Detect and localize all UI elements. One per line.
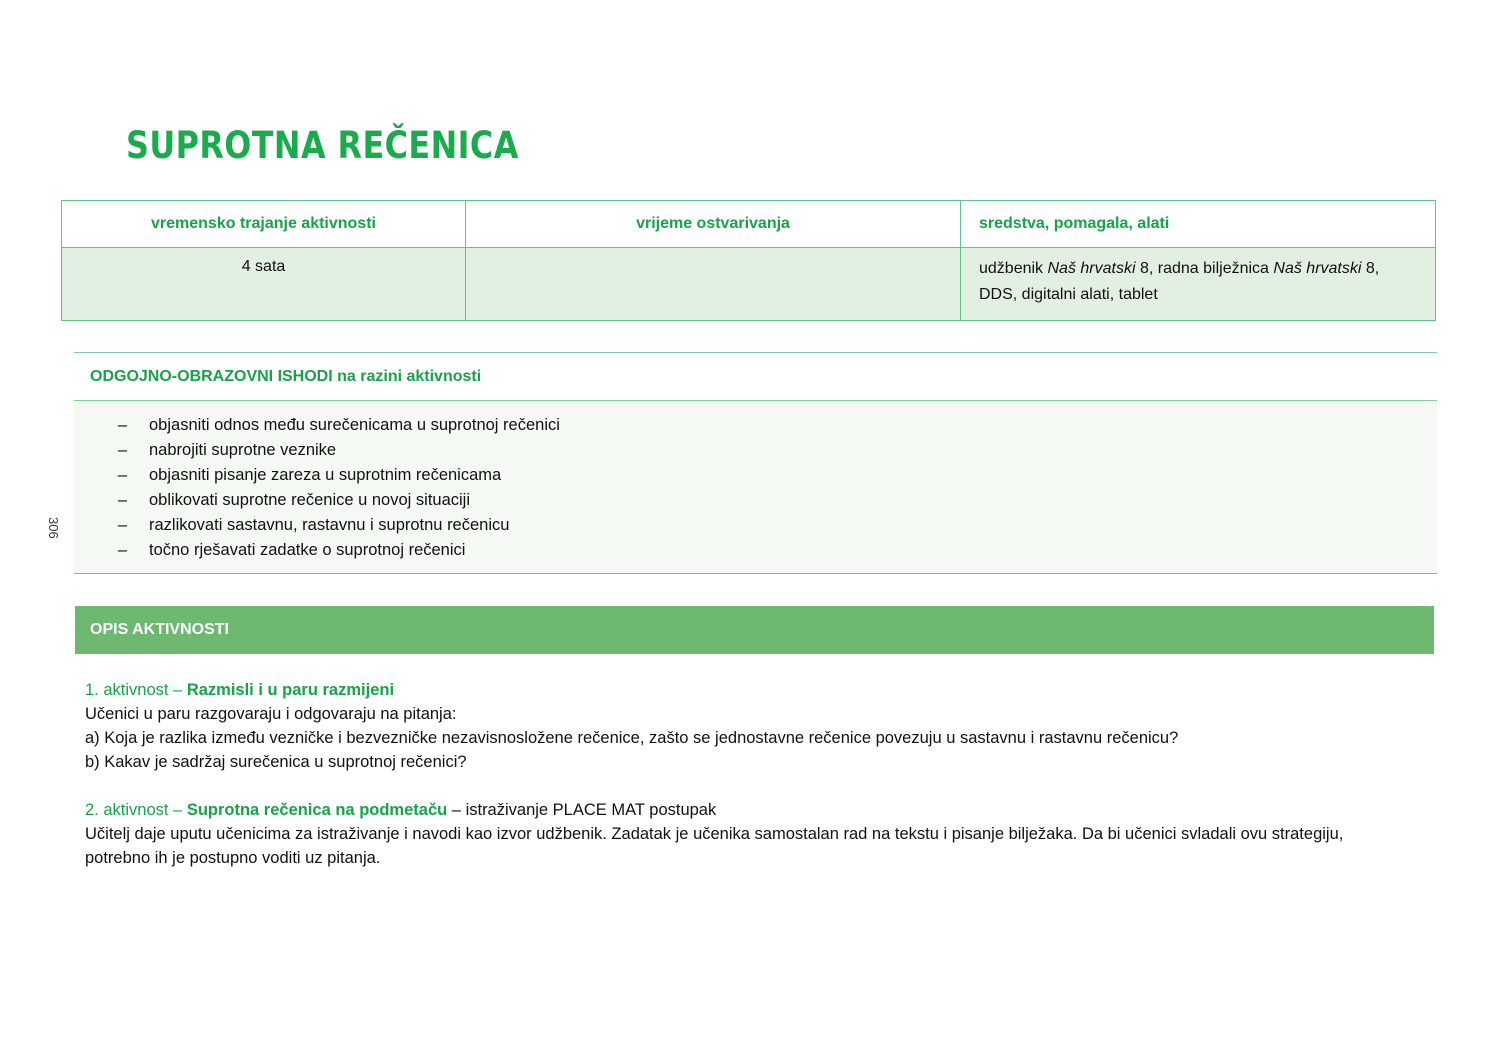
header-resources: sredstva, pomagala, alati [961, 201, 1436, 248]
cell-resources [961, 248, 1436, 321]
outcome-text: oblikovati suprotne rečenice u novoj situaciji [149, 491, 471, 509]
activity-1-name: Razmisli i u paru razmijeni [186, 681, 395, 699]
activity-1-line: b) Kakav je sadržaj surečenica u suprotnoj rečenici? [85, 753, 467, 771]
outcomes-list [74, 401, 1437, 574]
page-title: SUPROTNA REČENICA [126, 124, 519, 167]
cell-duration: 4 sata [62, 248, 466, 321]
header-duration: vremensko trajanje aktivnosti [62, 201, 466, 248]
header-time: vrijeme ostvarivanja [466, 201, 961, 248]
book-title-1: Naš hrvatski [1047, 260, 1136, 277]
activity-2-label: 2. aktivnost – [85, 801, 187, 819]
activity-2-name: Suprotna rečenica na podmetaču [186, 801, 448, 819]
dash-bullet: – [117, 541, 127, 559]
dash-bullet: – [117, 416, 127, 434]
outcome-text: točno rješavati zadatke o suprotnoj rečenici [149, 541, 466, 559]
resources-text-2: 8, radna bilježnica [1135, 260, 1274, 277]
opis-heading-bar: OPIS AKTIVNOSTI [75, 606, 1434, 654]
outcomes-section [74, 352, 1437, 574]
outcome-item [74, 538, 1437, 563]
book-title-2: Naš hrvatski [1273, 260, 1362, 277]
cell-time [466, 248, 961, 321]
resources-text-1: udžbenik [979, 260, 1048, 277]
activity-2-title [85, 798, 1385, 822]
info-table-header-row [62, 201, 1436, 248]
dash-bullet: – [117, 466, 127, 484]
dash-bullet: – [117, 491, 127, 509]
outcomes-heading: ODGOJNO-OBRAZOVNI ISHODI na razini aktivnosti [74, 352, 1437, 401]
activity-2-suffix: – istraživanje PLACE MAT postupak [447, 801, 717, 819]
outcome-item [74, 463, 1437, 488]
resources-text-3: 8, DDS, digitalni alati, tablet [979, 260, 1380, 303]
page-number: 306 [46, 517, 61, 539]
outcome-text: nabrojiti suprotne veznike [149, 441, 337, 459]
activity-1-label: 1. aktivnost – [85, 681, 187, 699]
outcome-item [74, 488, 1437, 513]
activities-section [85, 678, 1385, 870]
activity-2-text: Učitelj daje uputu učenicima za istraživanje i navodi kao izvor udžbenik. Zadatak je učenika samostalan rad na tekstu i pisanje bilježaka. Da bi učenici svladali ovu strategiju, potrebno ih je postupno voditi uz pitanja. [85, 825, 1344, 867]
activity-1-title [85, 678, 1385, 702]
info-table [61, 200, 1436, 321]
info-table-row [62, 248, 1436, 321]
outcome-text: objasniti odnos među surečenicama u suprotnoj rečenici [149, 416, 560, 434]
outcome-item [74, 413, 1437, 438]
outcome-item [74, 438, 1437, 463]
activity-1-line: Učenici u paru razgovaraju i odgovaraju na pitanja: [85, 705, 457, 723]
activity-1-line: a) Koja je razlika između vezničke i bezvezničke nezavisnosložene rečenice, zašto se jednostavne rečenice povezuju u sastavnu i rastavnu rečenicu? [85, 729, 1179, 747]
dash-bullet: – [117, 441, 127, 459]
dash-bullet: – [117, 516, 127, 534]
outcome-item [74, 513, 1437, 538]
outcome-text: razlikovati sastavnu, rastavnu i suprotnu rečenicu [149, 516, 510, 534]
outcome-text: objasniti pisanje zareza u suprotnim rečenicama [149, 466, 502, 484]
